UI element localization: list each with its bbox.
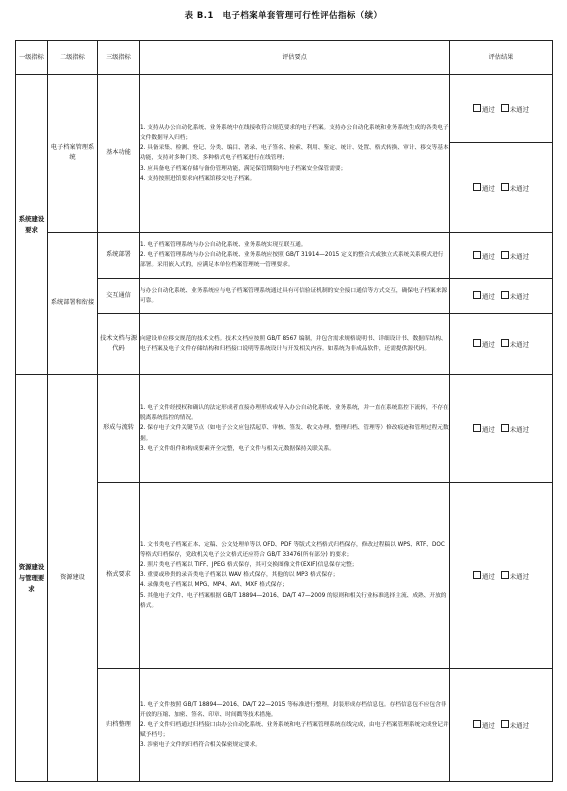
result-label-fail: 未通过 — [509, 340, 529, 349]
level3-cell: 形成与流转 — [98, 375, 140, 482]
table-row — [16, 375, 553, 482]
checkbox-icon[interactable] — [473, 571, 481, 579]
result-label-pass: 通过 — [482, 425, 495, 434]
result-option-fail[interactable] — [501, 291, 529, 301]
level2-cell: 资源建设 — [48, 375, 98, 782]
checkbox-icon[interactable] — [473, 104, 481, 112]
result-option-pass[interactable] — [473, 720, 495, 730]
points-cell — [140, 232, 450, 278]
result-cell — [450, 313, 553, 374]
points-cell — [140, 313, 450, 374]
result-label-fail: 未通过 — [509, 572, 529, 581]
point-item: 3. 电子文件组件和构成要素齐全完整，电子文件与相关元数据保持关联关系。 — [140, 445, 335, 452]
points-cell — [140, 278, 450, 313]
level3-cell: 归档整理 — [98, 669, 140, 782]
header-points: 评估要点 — [140, 41, 450, 75]
points-cell — [140, 375, 450, 482]
page-title: 表 B.1 电子档案单套管理可行性评估指标（续） — [184, 10, 383, 20]
result-label-pass: 通过 — [482, 105, 495, 114]
result-cell — [450, 278, 553, 313]
checkbox-icon[interactable] — [501, 339, 509, 347]
result-option-pass[interactable] — [473, 339, 495, 349]
result-label-fail: 未通过 — [509, 292, 529, 301]
result-option-pass[interactable] — [473, 183, 495, 193]
result-option-pass[interactable] — [473, 104, 495, 114]
point-item: 3. 重要或珍贵的录音类电子档案以 WAV 格式保存，其他的以 MP3 格式保存； — [140, 572, 339, 579]
point-item: 2. 保存电子文件关键节点（如电子公文应包括起草、审核、签发、收文办理、整理归档、管理等）修改痕迹和管理过程元数据。 — [140, 425, 449, 442]
point-item: 3. 涉密电子文件的归档符合相关保密规定要求。 — [140, 742, 261, 749]
result-cell — [450, 142, 553, 232]
checkbox-icon[interactable] — [501, 291, 509, 299]
checkbox-icon[interactable] — [473, 339, 481, 347]
result-option-fail[interactable] — [501, 424, 529, 434]
result-option-fail[interactable] — [501, 339, 529, 349]
checkbox-icon[interactable] — [501, 104, 509, 112]
checkbox-icon[interactable] — [501, 424, 509, 432]
result-cell — [450, 375, 553, 482]
point-item: 5. 其他电子文件、电子档案根据 GB/T 18894—2016、DA/T 47—2009 的原则和相关行业标准选择主流、成熟、开放的格式。 — [140, 592, 447, 609]
checkbox-icon[interactable] — [473, 720, 481, 728]
point-item: 向建设单位移交规范的技术文档。技术文档应按照 GB/T 8567 编制，并包含需求规格说明书、详细设计书、数据库结构、电子档案及电子文件存储结构和归档接口说明等系统设计与开发相关内容。如系统为非成品软件，还需提供源代码。 — [140, 335, 447, 353]
point-item: 4. 支持按照进馆要求向档案馆移交电子档案。 — [140, 175, 256, 182]
result-option-fail[interactable] — [501, 251, 529, 261]
checkbox-icon[interactable] — [501, 720, 509, 728]
result-label-pass: 通过 — [482, 252, 495, 261]
result-option-pass[interactable] — [473, 251, 495, 261]
result-label-pass: 通过 — [482, 184, 495, 193]
point-item: 与办公自动化系统、业务系统应与电子档案管理系统通过具有可信验证机制的安全接口通信等方式交互，确保电子档案来源可靠。 — [140, 287, 448, 304]
level3-cell: 格式要求 — [98, 482, 140, 668]
result-option-fail[interactable] — [501, 571, 529, 581]
result-option-fail[interactable] — [501, 183, 529, 193]
level2-cell: 电子档案管理系统 — [48, 75, 98, 233]
header-result: 评估结果 — [450, 41, 553, 75]
result-option-pass[interactable] — [473, 571, 495, 581]
result-label-pass: 通过 — [482, 292, 495, 301]
point-item: 4. 录像类电子档案以 MPG、MP4、AVI、MXF 格式保存； — [140, 582, 288, 589]
point-item: 2. 具备采集、检测、登记、分类、编目、著录、电子签名、检索、利用、鉴定、统计、处置、格式转换、审计、移交等基本功能，支持对多种门类、多种格式电子档案进行在线管理； — [140, 145, 449, 162]
table-row — [16, 232, 553, 278]
result-label-fail: 未通过 — [509, 184, 529, 193]
point-item: 1. 电子文件经授权和确认的法定形成者直接办理形成或导入办公自动化系统、业务系统，并一直在系统监控下流转，不存在脱离系统监控的情况。 — [140, 404, 449, 422]
result-label-pass: 通过 — [482, 340, 495, 349]
result-label-fail: 未通过 — [509, 105, 529, 114]
result-label-fail: 未通过 — [509, 425, 529, 434]
result-label-fail: 未通过 — [509, 252, 529, 261]
checkbox-icon[interactable] — [473, 424, 481, 432]
checkbox-icon[interactable] — [501, 251, 509, 259]
point-item: 2. 电子档案管理系统与办公自动化系统、业务系统应按照 GB/T 31914—2015 定义的整合式或独立式系统关系模式进行部署。采用嵌入式的，应满足本单位档案管理统一管理要求。 — [140, 252, 444, 269]
points-cell — [140, 482, 450, 668]
checkbox-icon[interactable] — [473, 251, 481, 259]
result-cell — [450, 232, 553, 278]
level1-cell: 资源建设与管理要求 — [16, 375, 48, 782]
level1-cell: 系统建设要求 — [16, 75, 48, 375]
checkbox-icon[interactable] — [501, 571, 509, 579]
checkbox-icon[interactable] — [501, 183, 509, 191]
result-cell — [450, 669, 553, 782]
header-level2: 二级指标 — [48, 41, 98, 75]
point-item: 3. 应具备电子档案存储与备份管理功能，满足保管期限内电子档案安全保管需要； — [140, 165, 347, 172]
header-level3: 三级指标 — [98, 41, 140, 75]
checkbox-icon[interactable] — [473, 291, 481, 299]
points-cell — [140, 75, 450, 233]
checkbox-icon[interactable] — [473, 183, 481, 191]
result-label-pass: 通过 — [482, 721, 495, 730]
table-header-row — [16, 41, 553, 75]
level3-cell: 系统部署 — [98, 232, 140, 278]
level3-cell: 技术文档与源代码 — [98, 313, 140, 374]
point-item: 1. 电子档案管理系统与办公自动化系统、业务系统实现互联互通。 — [140, 242, 307, 249]
level3-cell: 交互通信 — [98, 278, 140, 313]
table-row — [16, 75, 553, 143]
point-item: 1. 支持从办公自动化系统、业务系统中在线接收符合规范要求的电子档案。支持办公自动化系统和业务系统生成的各类电子文件数据导入归档； — [140, 124, 449, 141]
result-option-fail[interactable] — [501, 104, 529, 114]
point-item: 2. 照片类电子档案以 TIFF、JPEG 格式保存，其可交换图像文件(EXIF)信息保存完整； — [140, 562, 358, 569]
point-item: 1. 电子文件按照 GB/T 18894—2016、DA/T 22—2015 等标准进行整理，封装形成存档信息包。存档信息包不应包含非开放的压缩、加密、签名、印章、时间戳等技术措施。 — [140, 701, 447, 718]
result-label-pass: 通过 — [482, 572, 495, 581]
result-option-fail[interactable] — [501, 720, 529, 730]
result-cell — [450, 75, 553, 143]
result-option-pass[interactable] — [473, 424, 495, 434]
header-level1: 一级指标 — [16, 41, 48, 75]
level2-cell: 系统部署和衔接 — [48, 232, 98, 374]
point-item: 1. 文书类电子档案正本、定稿、公文处理单等以 OFD、PDF 等版式文档格式归档保存，修改过程稿以 WPS、RTF、DOC 等格式归档保存，党政机关电子公文格式还应符合 GB/T 33476(所有部分) 的要求； — [140, 541, 445, 558]
points-cell — [140, 669, 450, 782]
result-label-fail: 未通过 — [509, 721, 529, 730]
point-item: 2. 电子文件归档通过归档接口由办公自动化系统、业务系统和电子档案管理系统在线完成，由电子档案管理系统完成登记并赋予档号； — [140, 721, 449, 739]
result-cell — [450, 482, 553, 668]
result-option-pass[interactable] — [473, 291, 495, 301]
evaluation-table — [15, 40, 553, 782]
level3-cell: 基本功能 — [98, 75, 140, 233]
